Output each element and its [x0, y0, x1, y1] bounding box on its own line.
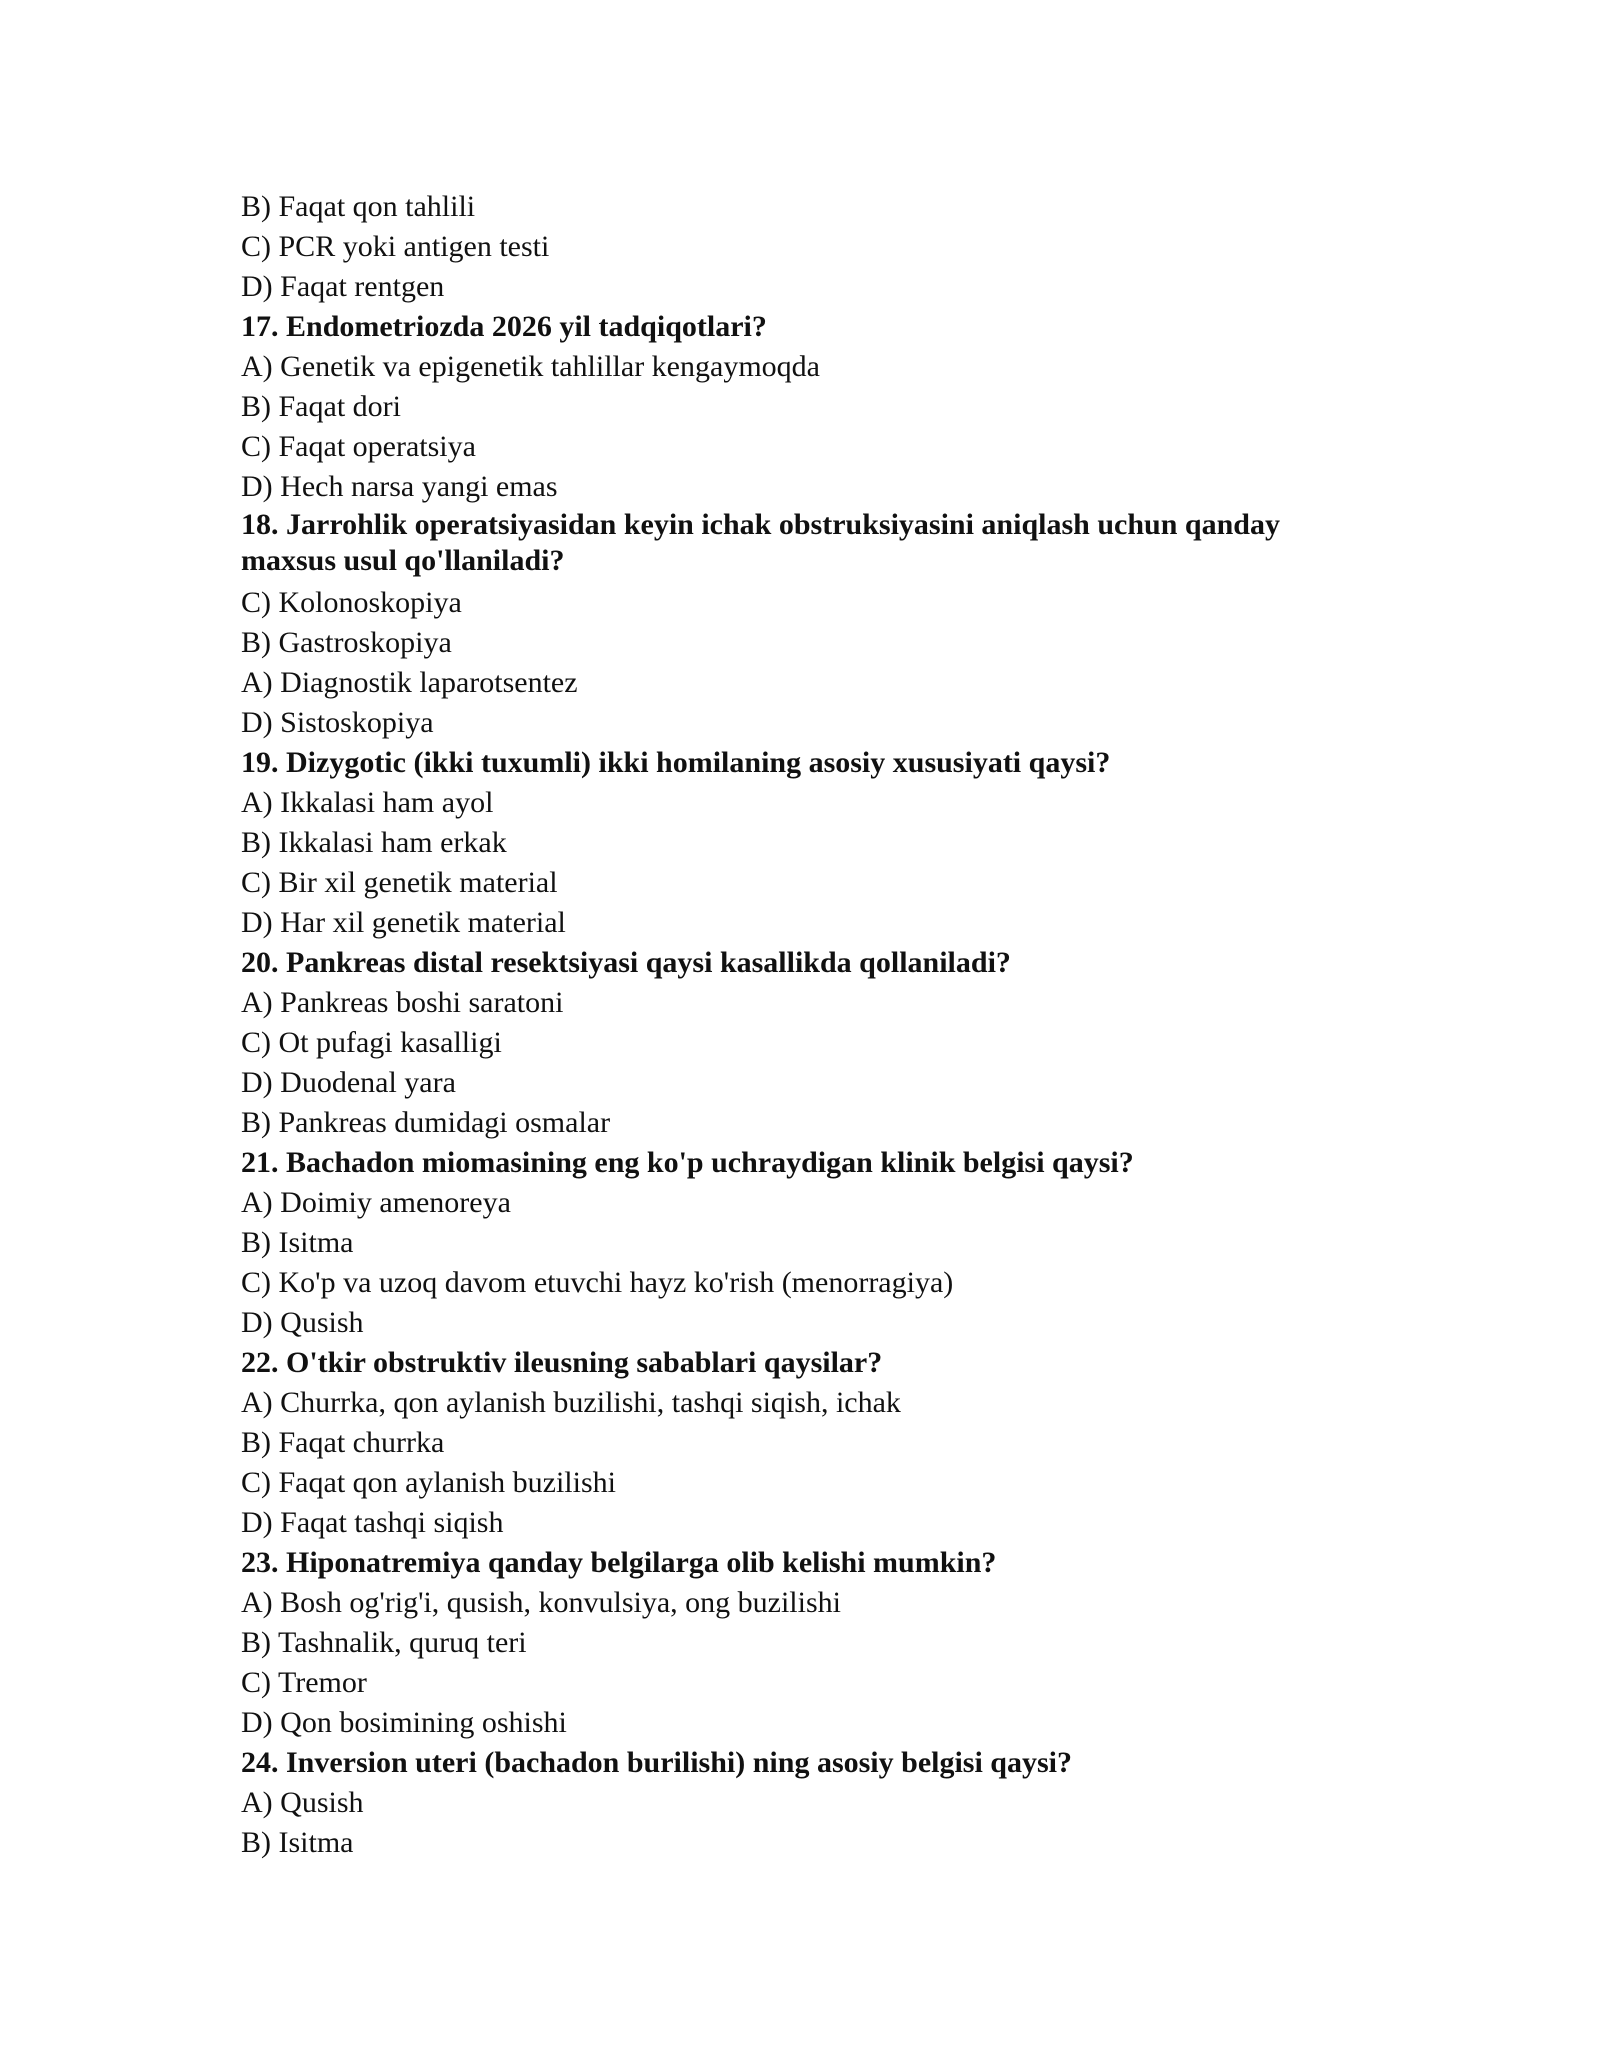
- question-heading: 23. Hiponatremiya qanday belgilarga olib kelishi mumkin?: [241, 1546, 997, 1579]
- option-line: A) Churrka, qon aylanish buzilishi, tashqi siqish, ichak: [241, 1386, 901, 1419]
- option-line: A) Qusish: [241, 1786, 364, 1819]
- question-heading: 20. Pankreas distal resektsiyasi qaysi kasallikda qollaniladi?: [241, 946, 1011, 979]
- option-line: A) Genetik va epigenetik tahlillar kengaymoqda: [241, 350, 820, 383]
- option-line: A) Ikkalasi ham ayol: [241, 786, 494, 819]
- option-line: C) PCR yoki antigen testi: [241, 230, 550, 263]
- option-line: D) Faqat tashqi siqish: [241, 1506, 504, 1539]
- question-block-23: [241, 1543, 1361, 1743]
- question-heading: 19. Dizygotic (ikki tuxumli) ikki homilaning asosiy xususiyati qaysi?: [241, 746, 1111, 779]
- option-line: A) Bosh og'rig'i, qusish, konvulsiya, ong buzilishi: [241, 1586, 841, 1619]
- option-line: C) Kolonoskopiya: [241, 586, 462, 619]
- question-heading: 17. Endometriozda 2026 yil tadqiqotlari?: [241, 310, 767, 343]
- option-line: B) Isitma: [241, 1226, 354, 1259]
- quiz-content: [241, 187, 1361, 1863]
- option-line: B) Ikkalasi ham erkak: [241, 826, 507, 859]
- question-block-24: [241, 1743, 1361, 1863]
- option-line: A) Pankreas boshi saratoni: [241, 986, 564, 1019]
- question-heading: 22. O'tkir obstruktiv ileusning sabablari qaysilar?: [241, 1346, 883, 1379]
- question-heading: 24. Inversion uteri (bachadon burilishi) ning asosiy belgisi qaysi?: [241, 1746, 1073, 1779]
- option-line: D) Duodenal yara: [241, 1066, 456, 1099]
- option-line: A) Diagnostik laparotsentez: [241, 666, 578, 699]
- option-line: B) Gastroskopiya: [241, 626, 452, 659]
- option-line: D) Har xil genetik material: [241, 906, 566, 939]
- question-block-21: [241, 1143, 1361, 1343]
- option-line: B) Faqat dori: [241, 390, 401, 423]
- option-line: B) Faqat qon tahlili: [241, 190, 476, 223]
- option-line: D) Qon bosimining oshishi: [241, 1706, 567, 1739]
- question-block-20: [241, 943, 1361, 1143]
- option-line: D) Sistoskopiya: [241, 706, 434, 739]
- question-block-17: [241, 307, 1361, 507]
- question-block-19: [241, 743, 1361, 943]
- option-line: D) Faqat rentgen: [241, 270, 445, 303]
- option-line: C) Faqat operatsiya: [241, 430, 476, 463]
- option-line: B) Pankreas dumidagi osmalar: [241, 1106, 611, 1139]
- option-line: B) Tashnalik, quruq teri: [241, 1626, 527, 1659]
- question-block-18: [241, 507, 1361, 743]
- option-line: C) Faqat qon aylanish buzilishi: [241, 1466, 616, 1499]
- question-heading: 18. Jarrohlik operatsiyasidan keyin ichak obstruksiyasini aniqlash uchun qanday maxsus usul qo'llaniladi?: [241, 508, 1280, 577]
- option-line: C) Tremor: [241, 1666, 367, 1699]
- question-block-22: [241, 1343, 1361, 1543]
- option-line: C) Ot pufagi kasalligi: [241, 1026, 502, 1059]
- option-line: B) Faqat churrka: [241, 1426, 445, 1459]
- option-line: B) Isitma: [241, 1826, 354, 1859]
- option-line: C) Bir xil genetik material: [241, 866, 558, 899]
- option-line: D) Qusish: [241, 1306, 364, 1339]
- option-line: D) Hech narsa yangi emas: [241, 470, 558, 503]
- question-heading: 21. Bachadon miomasining eng ko'p uchraydigan klinik belgisi qaysi?: [241, 1146, 1134, 1179]
- option-line: C) Ko'p va uzoq davom etuvchi hayz ko'rish (menorragiya): [241, 1266, 954, 1299]
- option-line: A) Doimiy amenoreya: [241, 1186, 511, 1219]
